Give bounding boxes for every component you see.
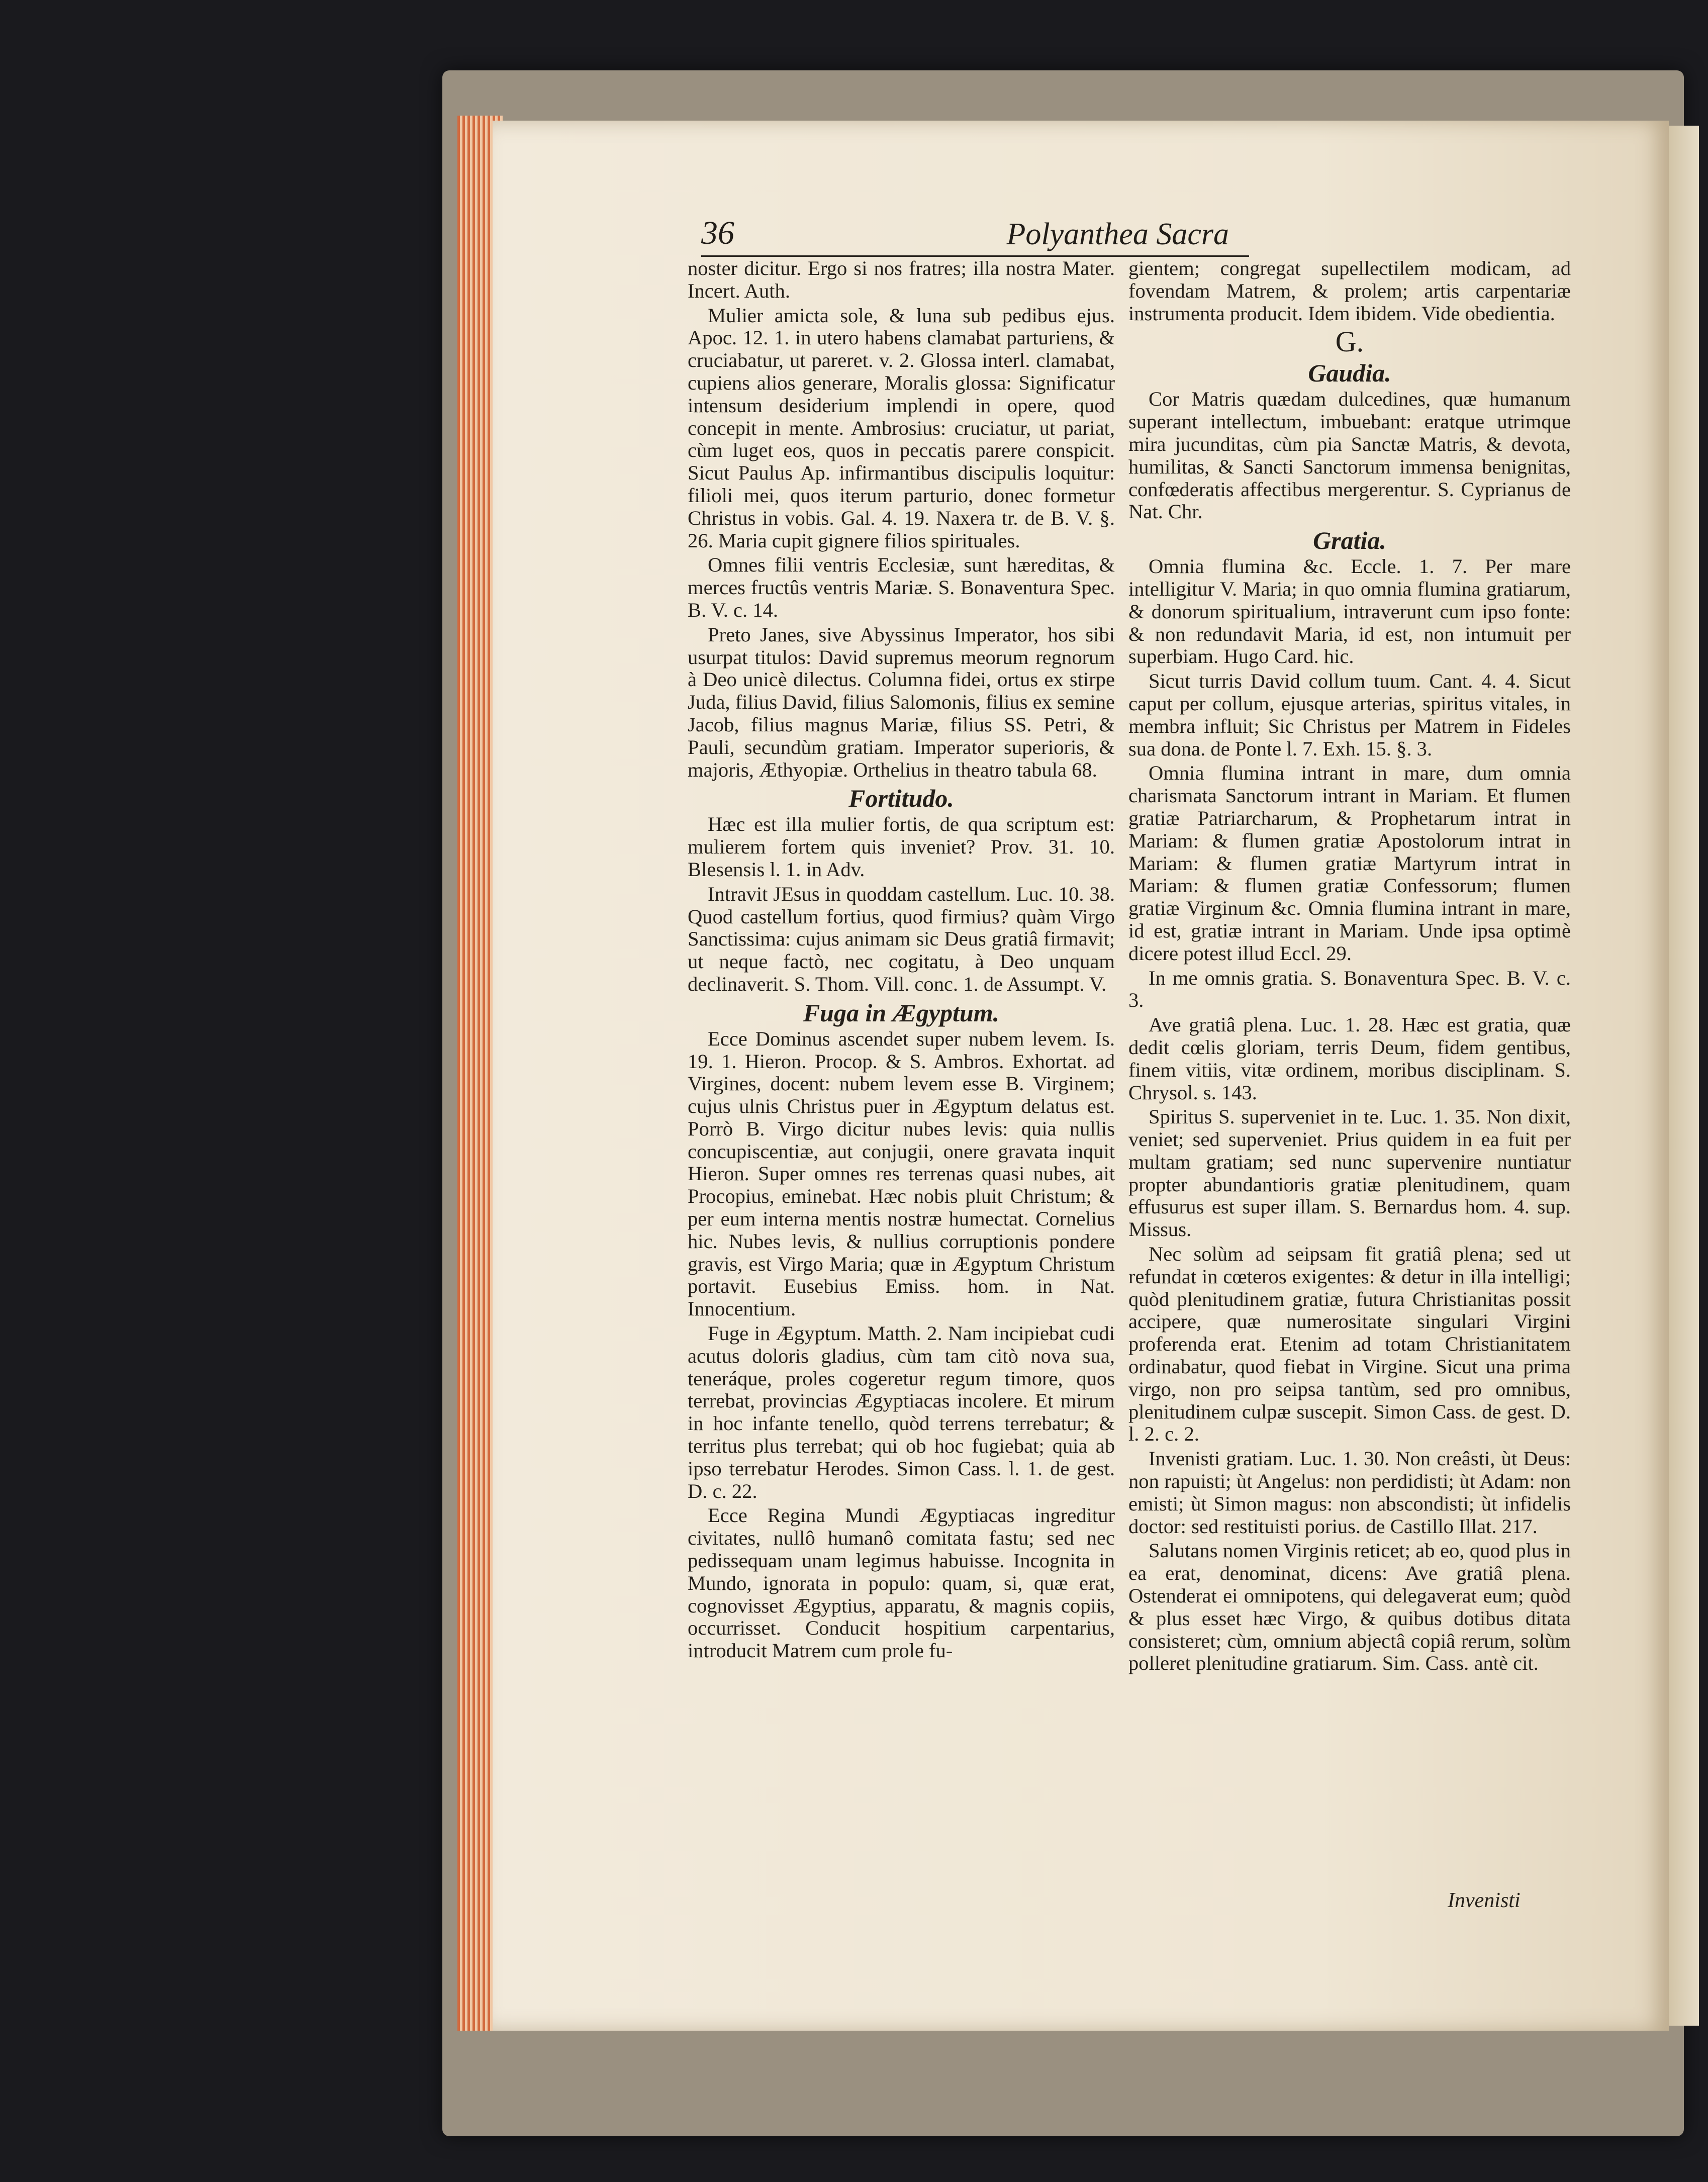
paragraph: Intravit JEsus in quoddam castellum. Luc. 10. 38. Quod castellum fortius, quod firmius? quàm Virgo Sanctissima: cujus animam sic Deus gratiâ firmavit; ut neque factò, nec cogitatu, à Deo unquam declinaverit. S. Thom. Vill. conc. 1. de Assumpt. V. [688, 882, 1115, 995]
running-head [701, 210, 1249, 257]
paragraph: Preto Janes, sive Abyssinus Imperator, hos sibi usurpat titulos: David supremus meorum regnorum à Deo unicè dilectus. Columna fidei, ortus ex stirpe Juda, filius David, filius Salomonis, filius ex semine Jacob, filius magnus Mariæ, filius SS. Petri, & Pauli, secundùm gratiam. Imperator superioris, & majoris, Æthyopiæ. Orthelius in theatro tabula 68. [688, 623, 1115, 781]
section-letter: G. [1335, 325, 1364, 358]
paragraph: Mulier amicta sole, & luna sub pedibus ejus. Apoc. 12. 1. in utero habens clamabat parturiens, & cruciabatur, ut pareret. v. 2. Glossa interl. clamabat, cupiens alios generare, Moralis glossa: Significatur intensum desiderium implendi in opere, quod concepit in mente. Ambrosius: cruciatur, ut pariat, cùm luget eos, quos in peccatis parere conspicit. Sicut Paulus Ap. infirmantibus discipulis loquitur: filioli mei, quos iterum parturio, donec formetur Christus in vobis. Gal. 4. 19. Naxera tr. de B. V. §. 26. Maria cupit gignere filios spirituales. [688, 304, 1115, 552]
right-text-column [1128, 257, 1571, 1926]
page-number: 36 [701, 215, 734, 251]
left-text-column [688, 257, 1115, 1926]
paragraph: Fuge in Ægyptum. Matth. 2. Nam incipiebat cudi acutus doloris gladius, cùm tam citò nova sua, teneráque, proles cogeretur regum timore, quos terrebat, provincias Ægyptiacas incolere. Et mirum in hoc infante tenello, quòd terrens terrebatur; & territus plus terrebat; qui ob hoc fugiebat; quia ab ipso terrebatur Herodes. Simon Cass. l. 1. de gest. D. c. 22. [688, 1322, 1115, 1502]
section-heading: Fuga in Ægyptum. [803, 998, 1000, 1027]
paragraph: noster dicitur. Ergo si nos fratres; illa nostra Mater. Incert. Auth. [688, 257, 1115, 302]
section-heading: Fortitudo. [848, 784, 954, 813]
paragraph: Omnes filii ventris Ecclesiæ, sunt hæreditas, & merces fructûs ventris Mariæ. S. Bonaventura Spec. B. V. c. 14. [688, 553, 1115, 621]
paragraph: Ave gratiâ plena. Luc. 1. 28. Hæc est gratia, quæ dedit cœlis gloriam, terris Deum, fidem gentibus, finem vitiis, vitæ ordinem, moribus disciplinam. S. Chrysol. s. 143. [1128, 1013, 1571, 1104]
paragraph: Salutans nomen Virginis reticet; ab eo, quod plus in ea erat, denominat, dicens: Ave gratiâ plena. Ostenderat ei omnipotens, qui delegaverat eum; quòd & plus esset hæc Virgo, & quibus dotibus ditata consisteret; cùm, omnium abjectâ copiâ rerum, solùm polleret plenitudine gratiarum. Sim. Cass. antè cit. [1128, 1539, 1571, 1675]
paragraph: gientem; congregat supellectilem modicam, ad fovendam Matrem, & prolem; artis carpentariæ instrumenta producit. Idem ibidem. Vide obedientia. [1128, 257, 1571, 325]
paragraph: Ecce Dominus ascendet super nubem levem. Is. 19. 1. Hieron. Procop. & S. Ambros. Exhortat. ad Virgines, docent: nubem levem esse B. Virginem; cujus ulnis Christus puer in Ægyptum delatus est. Porrò B. Virgo dicitur nubes levis: quia nullis concupiscentiæ, aut conjugii, onere gravata inquit Hieron. Super omnes res terrenas quasi nubes, ait Procopius, eminebat. Hæc nobis pluit Christum; & per eum interna mentis nostræ humectat. Cornelius hic. Nubes levis, & nullius corruptionis pondere gravis, est Virgo Maria; quæ in Ægyptum Christum portavit. Eusebius Emiss. hom. in Nat. Innocentium. [688, 1027, 1115, 1320]
section-heading: Gaudia. [1308, 359, 1391, 388]
paragraph: In me omnis gratia. S. Bonaventura Spec. B. V. c. 3. [1128, 966, 1571, 1012]
page-title: Polyanthea Sacra [1006, 217, 1229, 251]
paragraph: Ecce Regina Mundi Ægyptiacas ingreditur civitates, nullô humanô comitata fastu; sed nec pedissequam unam legimus habuisse. Incognita in Mundo, ignorata in populo: quam, si, quæ erat, cognovisset Ægyptius, apparatu, & magnis copiis, occurrisset. Conducit hospitium carpentarius, introducit Matrem cum prole fu- [688, 1504, 1115, 1662]
paragraph: Nec solùm ad seipsam fit gratiâ plena; sed ut refundat in cœteros exigentes: & detur in illa intelligi; quòd plenitudinem gratiæ, futura Christianitas possit accipere, quæ numerositate singulari Virgini proferenda erat. Etenim ad totam Christianitatem ordinabatur, quod fiebat in Virgine. Sicut una prima virgo, non pro seipsa tantùm, sed pro omnibus, plenitudinem culpæ suscepit. Simon Cass. de gest. D. l. 2. c. 2. [1128, 1243, 1571, 1446]
catchword: Invenisti [1448, 1889, 1521, 1912]
paragraph: Spiritus S. superveniet in te. Luc. 1. 35. Non dixit, veniet; sed superveniet. Prius quidem in ea fuit per multam gratiam; sed nunc supervenire nuntiatur propter abundantioris gratiæ plenitudinem, quam effusurus est super illam. S. Bernardus hom. 4. sup. Missus. [1128, 1105, 1571, 1241]
paragraph: Hæc est illa mulier fortis, de qua scriptum est: mulierem fortem quis inveniet? Prov. 31. 10. Blesensis l. 1. in Adv. [688, 813, 1115, 881]
section-heading: Gratia. [1313, 526, 1386, 555]
paragraph: Cor Matris quædam dulcedines, quæ humanum superant intellectum, imbuebant: eratque utrimque mira jucunditas, cùm pia Sanctæ Matris, & devota, humilitas, & Sancti Sanctorum immensa benignitas, confœderatis affectibus mergerentur. S. Cyprianus de Nat. Chr. [1128, 388, 1571, 523]
paragraph: Omnia flumina intrant in mare, dum omnia charismata Sanctorum intrant in Mariam. Et flumen gratiæ Patriarcharum, & Prophetarum intrat in Mariam: & flumen gratiæ Apostolorum intrat in Mariam: & flumen gratiæ Martyrum intrat in Mariam: & flumen gratiæ Confessorum; flumen gratiæ Virginum &c. Omnia flumina intrant in mare, id est, gratiæ intrant in Mariam. Unde ipsa optimè dicere potest illud Eccl. 29. [1128, 762, 1571, 965]
paragraph: Sicut turris David collum tuum. Cant. 4. 4. Sicut caput per collum, ejusque arterias, spiritus vitales, in membra influit; Sic Christus per Matrem in Fideles sua dona. de Ponte l. 7. Exh. 15. §. 3. [1128, 670, 1571, 760]
paragraph: Omnia flumina &c. Eccle. 1. 7. Per mare intelligitur V. Maria; in quo omnia flumina gratiarum, & donorum spiritualium, intraverunt cum ipso fonte: & non redundavit Maria, id est, non intumuit per superbiam. Hugo Card. hic. [1128, 555, 1571, 668]
paragraph: Invenisti gratiam. Luc. 1. 30. Non creâsti, ùt Deus: non rapuisti; ùt Angelus: non perdidisti; ùt Adam: non emisti; ùt Simon magus: non abscondisti; ùt infidelis doctor: sed restituisti porius. de Castillo Illat. 217. [1128, 1447, 1571, 1538]
